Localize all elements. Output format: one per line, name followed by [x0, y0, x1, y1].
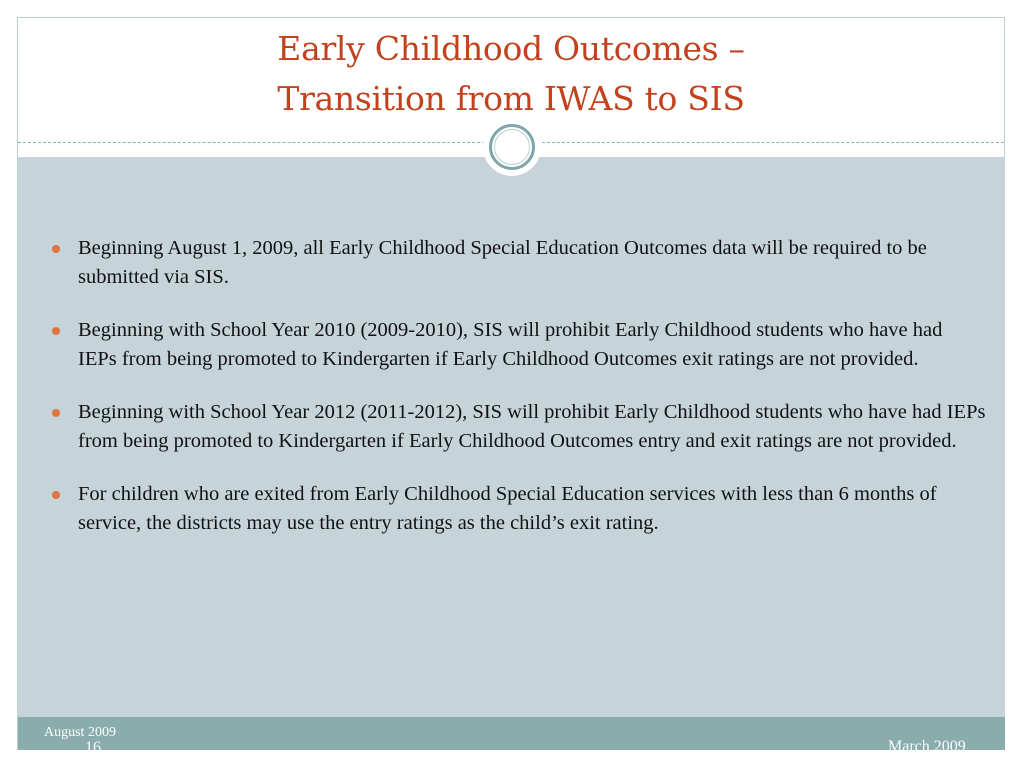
footer-bar: [18, 717, 1005, 750]
bullet-text: Beginning with School Year 2010 (2009-2010), SIS will prohibit Early Childhood students who have had IEPs from being promoted to Kindergarten if Early Childhood Outcomes exit ratings are not provided.: [78, 319, 943, 370]
bullet-dot-icon: [52, 409, 60, 417]
slide-title: [18, 24, 1004, 124]
bullet-text: Beginning with School Year 2012 (2011-2012), SIS will prohibit Early Childhood students who have had IEPs from being promoted to Kindergarten if Early Childhood Outcomes entry and exit ratings are not provided.: [78, 401, 986, 452]
footer-right-date: March 2009: [888, 738, 966, 755]
bullet-dot-icon: [52, 327, 60, 335]
bullet-list: [46, 234, 986, 562]
bullet-dot-icon: [52, 491, 60, 499]
bullet-dot-icon: [52, 245, 60, 253]
page-number: 16: [85, 739, 101, 756]
slide-title-line-2: Transition from IWAS to SIS: [277, 79, 745, 118]
bullet-item: [46, 316, 986, 374]
bullet-item: [46, 398, 986, 456]
bullet-text: Beginning August 1, 2009, all Early Childhood Special Education Outcomes data will be required to be submitted via SIS.: [78, 237, 927, 288]
bullet-item: [46, 480, 986, 538]
footer-left-date: August 2009: [44, 725, 116, 740]
bullet-item: [46, 234, 986, 292]
slide-title-line-1: Early Childhood Outcomes –: [277, 29, 745, 68]
circle-ornament-inner: [494, 129, 530, 165]
bullet-text: For children who are exited from Early Childhood Special Education services with less than 6 months of service, the districts may use the entry ratings as the child’s exit rating.: [78, 483, 937, 534]
